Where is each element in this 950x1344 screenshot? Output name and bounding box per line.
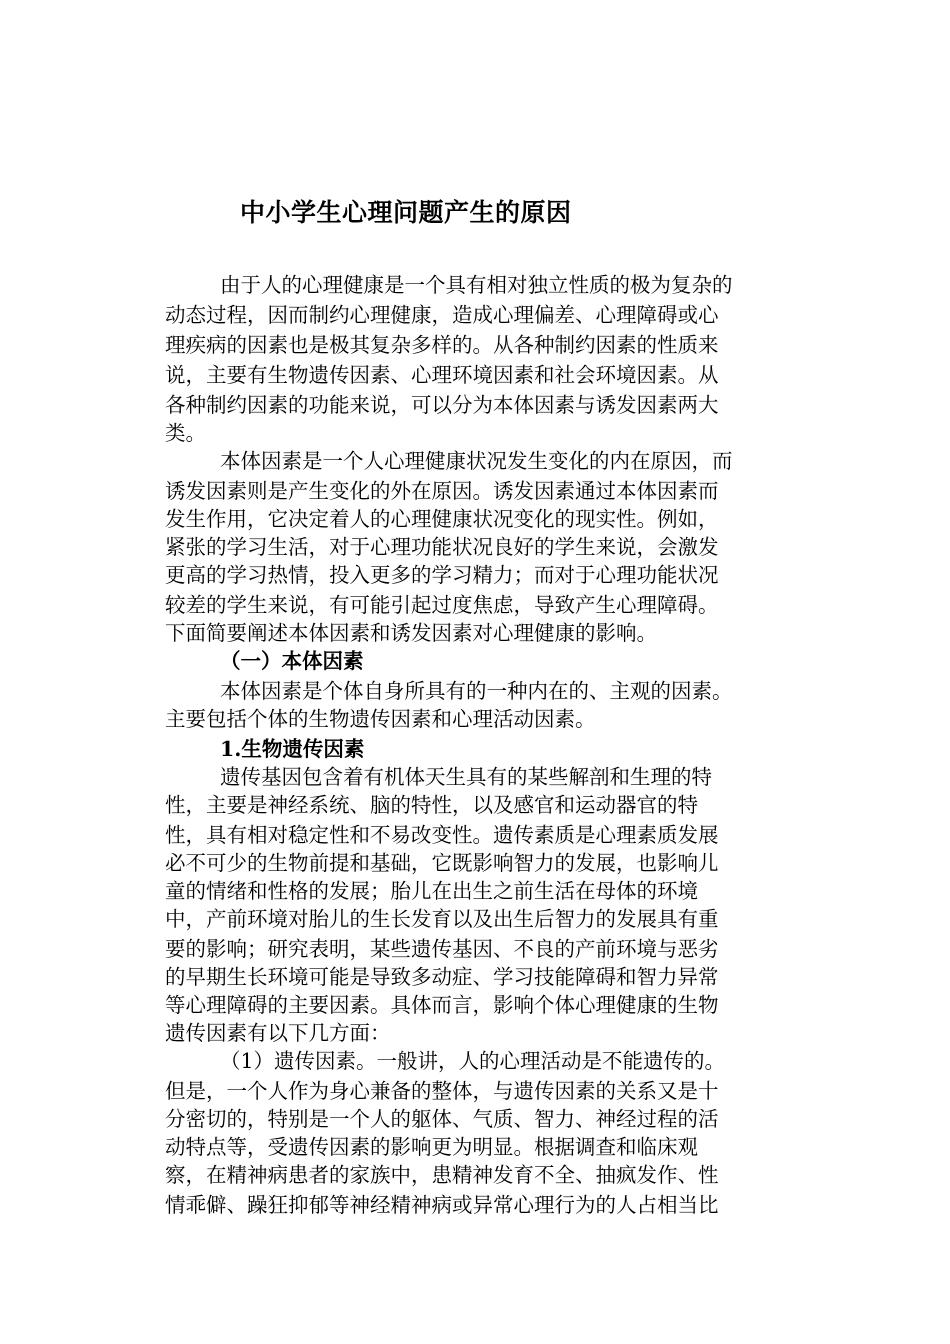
section-heading: （一）本体因素	[220, 649, 364, 673]
paragraph-line: 各种制约因素的功能来说，可以分为本体因素与诱发因素两大	[165, 393, 719, 417]
document-title: 中小学生心理问题产生的原因	[240, 198, 572, 227]
paragraph-line: 情乖僻、躁狂抑郁等神经精神病或异常心理行为的人占相当比	[165, 1193, 719, 1217]
paragraph-line: 下面简要阐述本体因素和诱发因素对心理健康的影响。	[165, 621, 657, 645]
paragraph-line: 等心理障碍的主要因素。具体而言，影响个体心理健康的生物	[165, 993, 719, 1017]
paragraph-line: 本体因素是一个人心理健康状况发生变化的内在原因，而	[220, 449, 733, 473]
paragraph-line: 遗传基因包含着有机体天生具有的某些解剖和生理的特	[220, 765, 712, 789]
paragraph-line: 理疾病的因素也是极其复杂多样的。从各种制约因素的性质来	[165, 333, 719, 357]
subsection-heading: 1.生物遗传因素	[220, 737, 365, 761]
paragraph-line: 察，在精神病患者的家族中，患精神发育不全、抽疯发作、性	[165, 1163, 719, 1187]
paragraph-line: 必不可少的生物前提和基础，它既影响智力的发展，也影响儿	[165, 851, 719, 875]
paragraph-line: 诱发因素则是产生变化的外在原因。诱发因素通过本体因素而	[165, 479, 719, 503]
paragraph-line: 要的影响；研究表明，某些遗传基因、不良的产前环境与恶劣	[165, 937, 719, 961]
paragraph-line: 动态过程，因而制约心理健康，造成心理偏差、心理障碍或心	[165, 303, 719, 327]
paragraph-line: 更高的学习热情，投入更多的学习精力；而对于心理功能状况	[165, 563, 719, 587]
paragraph-line: 发生作用，它决定着人的心理健康状况变化的现实性。例如，	[165, 507, 719, 531]
paragraph-line: 但是，一个人作为身心兼备的整体，与遗传因素的关系又是十	[165, 1079, 719, 1103]
paragraph-line: 动特点等，受遗传因素的影响更为明显。根据调查和临床观	[165, 1135, 698, 1159]
paragraph-line: 的早期生长环境可能是导致多动症、学习技能障碍和智力异常	[165, 965, 719, 989]
paragraph-line: （1）遗传因素。一般讲，人的心理活动是不能遗传的。	[220, 1049, 726, 1073]
paragraph-line: 童的情绪和性格的发展；胎儿在出生之前生活在母体的环境	[165, 879, 698, 903]
paragraph-line: 分密切的，特别是一个人的躯体、气质、智力、神经过程的活	[165, 1107, 719, 1131]
paragraph-line: 紧张的学习生活，对于心理功能状况良好的学生来说，会激发	[165, 535, 719, 559]
paragraph-line: 性，主要是神经系统、脑的特性，以及感官和运动器官的特	[165, 793, 698, 817]
paragraph-line: 中，产前环境对胎儿的生长发育以及出生后智力的发展具有重	[165, 907, 719, 931]
paragraph-line: 遗传因素有以下几方面：	[165, 1021, 391, 1045]
paragraph-line: 较差的学生来说，有可能引起过度焦虑，导致产生心理障碍。	[165, 593, 719, 617]
paragraph-line: 本体因素是个体自身所具有的一种内在的、主观的因素。	[220, 679, 733, 703]
paragraph-line: 类。	[165, 421, 206, 445]
paragraph-line: 主要包括个体的生物遗传因素和心理活动因素。	[165, 707, 596, 731]
paragraph-line: 由于人的心理健康是一个具有相对独立性质的极为复杂的	[220, 273, 733, 297]
paragraph-line: 说，主要有生物遗传因素、心理环境因素和社会环境因素。从	[165, 363, 719, 387]
paragraph-line: 性，具有相对稳定性和不易改变性。遗传素质是心理素质发展	[165, 823, 719, 847]
